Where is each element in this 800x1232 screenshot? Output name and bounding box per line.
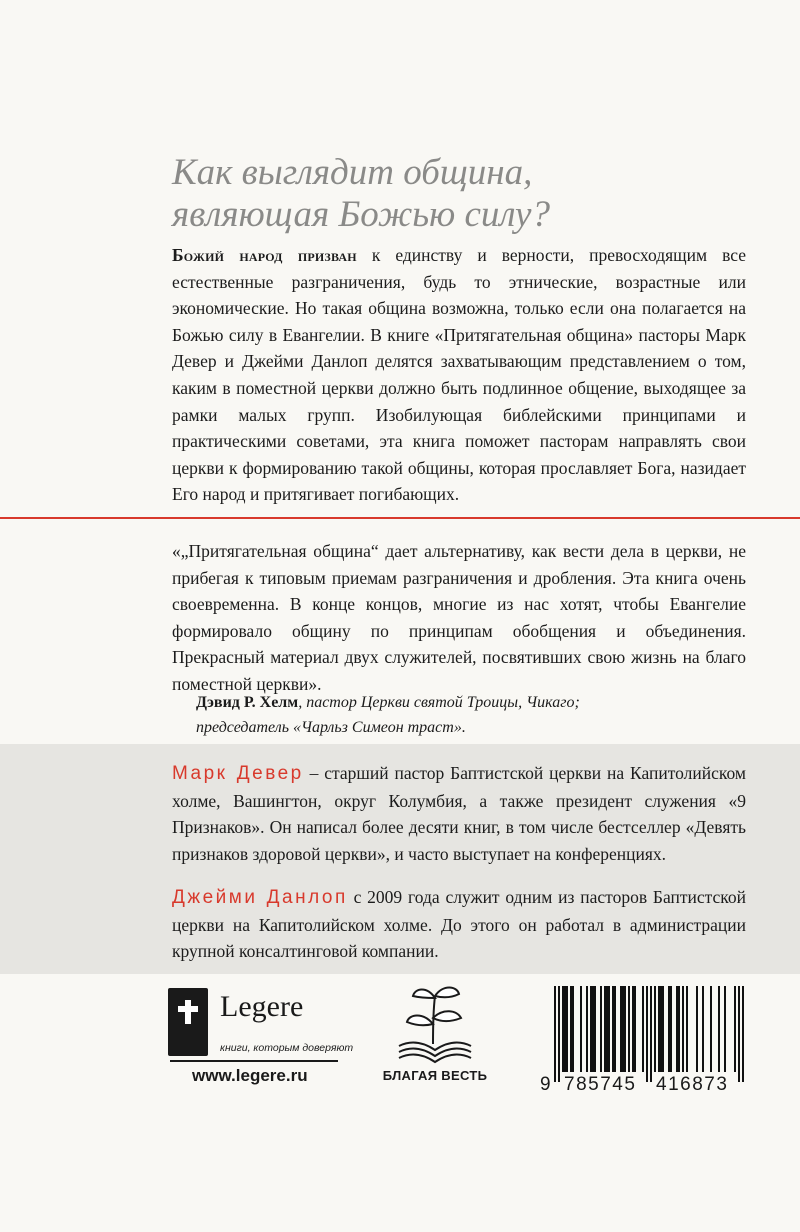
red-divider (0, 517, 800, 519)
book-cross-icon (168, 988, 208, 1056)
barcode-bar (566, 986, 568, 1072)
isbn-first-digit: 9 (540, 1074, 551, 1095)
headline-line-1: Как выглядит община, (172, 152, 533, 193)
intro-lead: Божий народ призван (172, 245, 357, 265)
barcode-bar (572, 986, 574, 1072)
barcode-bar (614, 986, 616, 1072)
barcode-bar (654, 986, 656, 1072)
barcode-bar (682, 986, 684, 1072)
intro-text: к единству и верности, превосходящим все естественные разграничения, будь то этнические, возрастные или экономические. Но такая община возможна, только если она полагается на Божью силу в Евангелии. В книге «Притягательная община» пасторы Марк Девер и Джейми Данлоп делятся захватывающим представлением о том, каким в поместной церкви должно быть подлинное общение, выходящее за рамки малых групп. Изобилующая библейскими принципами и практическими советами, эта книга поможет пасторам направлять свои церкви к формированию такой общины, которая прославляет Бога, назидает Его народ и притягивает погибающих. (172, 245, 747, 505)
barcode-bar (580, 986, 582, 1072)
sprout-book-icon (393, 982, 477, 1066)
author-bio-dever (172, 760, 746, 867)
isbn-group-2: 416873 (656, 1074, 729, 1095)
barcode-bar (658, 986, 660, 1072)
barcode-bar (632, 986, 634, 1072)
barcode-bar (604, 986, 606, 1072)
barcode-bar (612, 986, 614, 1072)
barcode-bar (696, 986, 698, 1072)
author-bio-text-dunlop: с 2009 года служит одним из пасторов Баптистской церкви на Капитолийском холме. До этого он работал в администрации крупной консалтинговой компании. (172, 887, 747, 962)
endorsement-quote: «„Притягательная община“ дает альтернативу, как вести дела в церкви, не прибегая к типовым приемам разграничения и дробления. Эта книга очень своевременна. В конце концов, многие из нас хотят, чтобы Евангелие формировало общину по принципам обобщения и объединения. Прекрасный материал двух служителей, посвятивших свою жизнь на благо поместной церкви». (172, 541, 746, 694)
barcode-bar (608, 986, 610, 1072)
barcode-bar (564, 986, 566, 1072)
barcode-bar (742, 986, 744, 1082)
barcode-bar (718, 986, 720, 1072)
legere-name: Legere (220, 990, 304, 1023)
barcode-bar (734, 986, 736, 1072)
author-bio-dunlop (172, 884, 746, 965)
endorsement-attribution (196, 690, 756, 740)
barcode-bar (676, 986, 678, 1072)
endorser-role-1: , пастор Церкви святой Троицы, Чикаго; (298, 694, 580, 711)
barcode-bar (738, 986, 740, 1082)
isbn-barcode (538, 986, 760, 1101)
barcode-bar (662, 986, 664, 1072)
barcode-bars (538, 986, 760, 1082)
barcode-bar (554, 986, 556, 1082)
headline (172, 152, 752, 236)
barcode-bar (558, 986, 560, 1082)
author-name-dever: Марк Девер (172, 763, 304, 784)
barcode-bar (570, 986, 572, 1072)
legere-logo (168, 988, 354, 1088)
barcode-bar (592, 986, 594, 1072)
barcode-bar (670, 986, 672, 1072)
barcode-bar (624, 986, 626, 1072)
barcode-bar (622, 986, 624, 1072)
barcode-bar (668, 986, 670, 1072)
barcode-bar (646, 986, 648, 1082)
intro-paragraph (172, 242, 746, 508)
barcode-bar (724, 986, 726, 1072)
barcode-bar (600, 986, 602, 1072)
legere-url: www.legere.ru (192, 1066, 308, 1085)
author-bio-text-dever: – старший пастор Баптистской церкви на Капитолийском холме, Вашингтон, округ Колумбия, а также президент служения «9 Признаков». Он написал более десяти книг, в том числе бестселлер «Девять признаков здоровой церкви», и часто выступает на конференциях. (172, 763, 746, 864)
legere-tagline: книги, которым доверяют (220, 1042, 354, 1054)
barcode-bar (634, 986, 636, 1072)
isbn-group-1: 785745 (564, 1074, 637, 1095)
barcode-bar (710, 986, 712, 1072)
barcode-bar (686, 986, 688, 1072)
barcode-bar (620, 986, 622, 1072)
barcode-bar (562, 986, 564, 1072)
endorser-role-2: председатель «Чарльз Симеон траст». (196, 719, 466, 736)
blagaya-vest-logo (375, 982, 495, 1092)
barcode-bar (660, 986, 662, 1072)
barcode-bar (650, 986, 652, 1082)
attribution-line-1 (196, 690, 756, 715)
headline-line-2: являющая Божью силу? (172, 194, 550, 235)
author-name-dunlop: Джейми Данлоп (172, 887, 348, 908)
barcode-bar (594, 986, 596, 1072)
barcode-bar (702, 986, 704, 1072)
blagaya-vest-name: БЛАГАЯ ВЕСТЬ (382, 1068, 488, 1083)
barcode-bar (678, 986, 680, 1072)
barcode-bar (586, 986, 588, 1072)
endorser-name: Дэвид Р. Хелм (196, 694, 299, 711)
barcode-bar (642, 986, 644, 1072)
barcode-bar (590, 986, 592, 1072)
barcode-bar (628, 986, 630, 1072)
barcode-bar (606, 986, 608, 1072)
